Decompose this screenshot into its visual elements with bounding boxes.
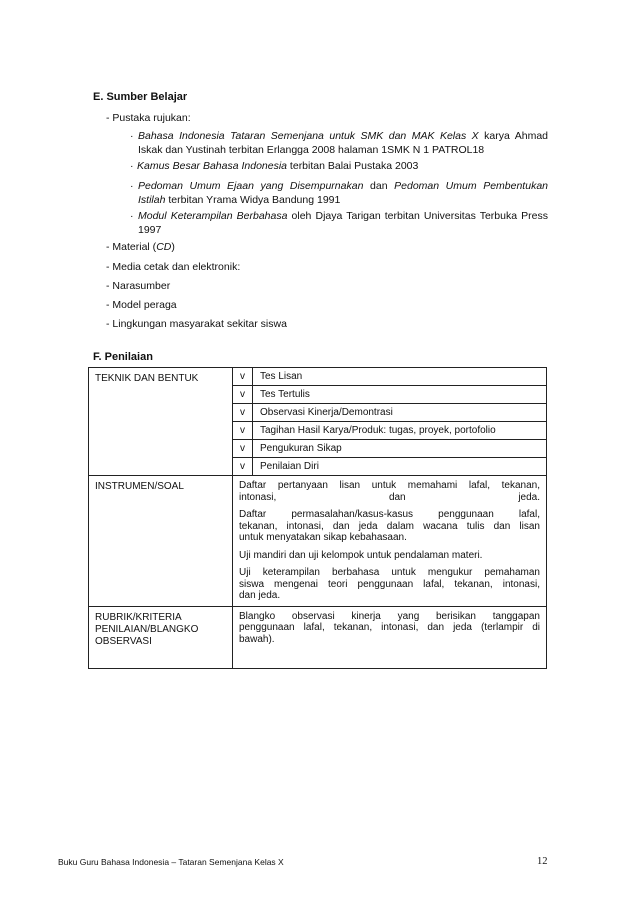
paragraph-line: siswa mengenai teori penggunaan lafal, tekanan, intonasi, [239, 578, 540, 590]
paragraph-line: dan jeda. [239, 590, 281, 601]
rubrik-line: penggunaan lafal, tekanan, intonasi, dan jeda (terlampir di [239, 622, 540, 633]
teknik-item: Observasi Kinerja/Demontrasi [253, 404, 547, 422]
teknik-item: Tes Tertulis [253, 386, 547, 404]
reference-line: Istilah terbitan Yrama Widya Bandung 1991 [138, 194, 341, 206]
check-mark: v [233, 458, 253, 476]
reference-item [130, 209, 548, 237]
reference-item [130, 129, 548, 157]
page-number: 12 [537, 856, 548, 867]
paragraph-line: Daftar pertanyaan lisan untuk memahami lafal, tekanan, [239, 480, 540, 491]
reference-line: Kamus Besar Bahasa Indonesia terbitan Balai Pustaka 2003 [137, 160, 419, 172]
bullet-dot: · [130, 130, 134, 142]
check-mark: v [233, 386, 253, 404]
instrumen-paragraph [239, 567, 540, 602]
reference-line: 1997 [138, 224, 162, 236]
rubrik-label-line: RUBRIK/KRITERIA [95, 611, 182, 623]
check-mark: v [233, 440, 253, 458]
paragraph-line: Uji keterampilan berbahasa untuk mengukur pemahaman [239, 567, 540, 578]
bullet-dot: · [130, 180, 134, 192]
bullet-dot: · [130, 210, 134, 222]
rubrik-line: Blangko observasi kinerja yang berisikan tanggapan [239, 610, 540, 622]
teknik-item: Penilaian Diri [253, 458, 547, 476]
instrumen-paragraph [239, 509, 540, 544]
check-mark: v [233, 404, 253, 422]
rubrik-label-line: PENILAIAN/BLANGKO [95, 623, 199, 635]
reference-item [130, 179, 548, 207]
teknik-item: Tes Lisan [253, 368, 547, 386]
rubrik-line: bawah). [239, 633, 275, 645]
paragraph-line: Daftar permasalahan/kasus-kasus penggunaan lafal, [239, 509, 540, 520]
paragraph-line: untuk menyatakan sikap kebahasaan. [239, 532, 407, 543]
instrumen-paragraph [239, 480, 540, 503]
reference-item [130, 159, 548, 173]
check-mark: v [233, 422, 253, 440]
lingkungan-item: - Lingkungan masyarakat sekitar siswa [106, 318, 287, 330]
model-peraga-item: - Model peraga [106, 299, 177, 311]
rubrik-content [233, 606, 547, 668]
rubrik-label [89, 606, 233, 668]
teknik-label: TEKNIK DAN BENTUK [89, 368, 233, 476]
instrumen-label: INSTRUMEN/SOAL [89, 476, 233, 607]
paragraph-line: intonasi, dan jeda. [239, 491, 540, 503]
reference-line: Modul Keterampilan Berbahasa oleh Djaya Tarigan terbitan Universitas Terbuka Press [138, 210, 549, 222]
pustaka-label: - Pustaka rujukan: [106, 112, 191, 124]
bullet-dot: · [130, 160, 134, 172]
table-row [89, 476, 547, 607]
table-row [89, 368, 547, 386]
teknik-item: Pengukuran Sikap [253, 440, 547, 458]
section-f-heading: F. Penilaian [93, 351, 153, 363]
media-item: - Media cetak dan elektronik: [106, 261, 241, 273]
teknik-item: Tagihan Hasil Karya/Produk: tugas, proyek, portofolio [253, 422, 547, 440]
paragraph-line: Uji mandiri dan uji kelompok untuk pendalaman materi. [239, 549, 483, 561]
reference-line: Pedoman Umum Ejaan yang Disempurnakan dan Pedoman Umum Pembentukan [138, 180, 548, 192]
check-mark: v [233, 368, 253, 386]
narasumber-item: - Narasumber [106, 280, 171, 292]
rubrik-label-line: OBSERVASI [95, 635, 152, 647]
reference-line: Iskak dan Yustinah terbitan Erlangga 2008 halaman 1SMK N 1 PATROL18 [138, 144, 485, 156]
instrumen-content [233, 476, 547, 607]
table-row [89, 606, 547, 668]
reference-line: Bahasa Indonesia Tataran Semenjana untuk SMK dan MAK Kelas X karya Ahmad [138, 130, 549, 142]
section-e-heading: E. Sumber Belajar [93, 91, 188, 103]
assessment-table [88, 367, 547, 669]
material-item: - Material (CD) [106, 241, 175, 253]
instrumen-paragraph [239, 550, 540, 562]
footer-text: Buku Guru Bahasa Indonesia – Tataran Semenjana Kelas X [58, 857, 284, 867]
paragraph-line: tekanan, intonasi, dan jeda dalam wacana tulis dan lisan [239, 520, 540, 532]
